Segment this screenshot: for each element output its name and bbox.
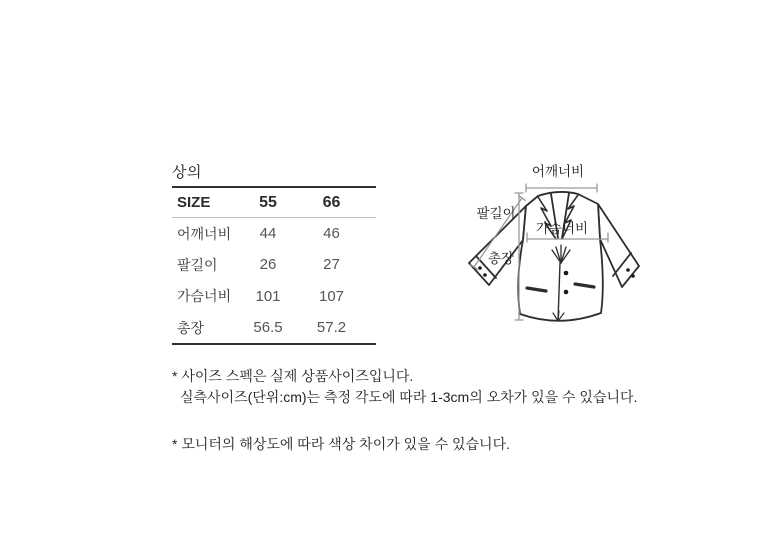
- table-row: [172, 312, 376, 343]
- row-label-sleeve: 팔길이: [177, 256, 218, 273]
- shoulder-measure-line: [526, 184, 597, 192]
- table-header-row: [172, 188, 376, 218]
- size-spec-table: [172, 186, 376, 345]
- table-header-size: SIZE: [177, 194, 211, 211]
- footnote-size-spec: [172, 366, 652, 407]
- table-row: [172, 281, 376, 312]
- footnote-line: * 모니터의 해상도에 따라 색상 차이가 있을 수 있습니다.: [172, 436, 510, 452]
- cell-sleeve-55: 26: [259, 256, 277, 274]
- section-title: 상의: [172, 164, 202, 181]
- jacket-measurement-diagram: [440, 140, 670, 355]
- footnotes: [172, 366, 652, 455]
- row-label-length: 총장: [177, 319, 205, 336]
- diagram-label-chest-width: 가슴너비: [535, 221, 589, 236]
- table-row: [172, 218, 376, 249]
- row-label-shoulder: 어깨너비: [177, 225, 232, 242]
- cell-length-55: 56.5: [253, 319, 283, 337]
- table-row: [172, 249, 376, 280]
- jacket-diagram-svg: [440, 140, 670, 355]
- right-cuff-button: [631, 274, 635, 278]
- cell-shoulder-66: 46: [323, 225, 340, 243]
- table-header-size-55: 55: [259, 193, 277, 211]
- cell-sleeve-66: 27: [323, 256, 340, 274]
- footnote-line: * 사이즈 스펙은 실제 상품사이즈입니다.: [172, 368, 414, 384]
- footnote-monitor: [172, 434, 652, 455]
- cell-chest-55: 101: [255, 287, 281, 305]
- diagram-label-total-length: 총장: [487, 251, 515, 266]
- row-label-chest: 가슴너비: [177, 288, 232, 305]
- diagram-label-sleeve-length: 팔길이: [476, 206, 516, 221]
- left-cuff-button: [483, 273, 487, 277]
- footnote-line: 실측사이즈(단위:cm)는 측정 각도에 따라 1-3cm의 오차가 있을 수 있습니다.: [180, 388, 638, 405]
- diagram-label-shoulder-width: 어깨너비: [531, 164, 585, 179]
- table-header-size-66: 66: [322, 193, 341, 211]
- cell-chest-66: 107: [318, 287, 345, 305]
- right-cuff-button: [626, 268, 630, 272]
- cell-shoulder-55: 44: [259, 225, 277, 243]
- cell-length-66: 57.2: [316, 319, 347, 337]
- left-cuff-button: [478, 266, 482, 270]
